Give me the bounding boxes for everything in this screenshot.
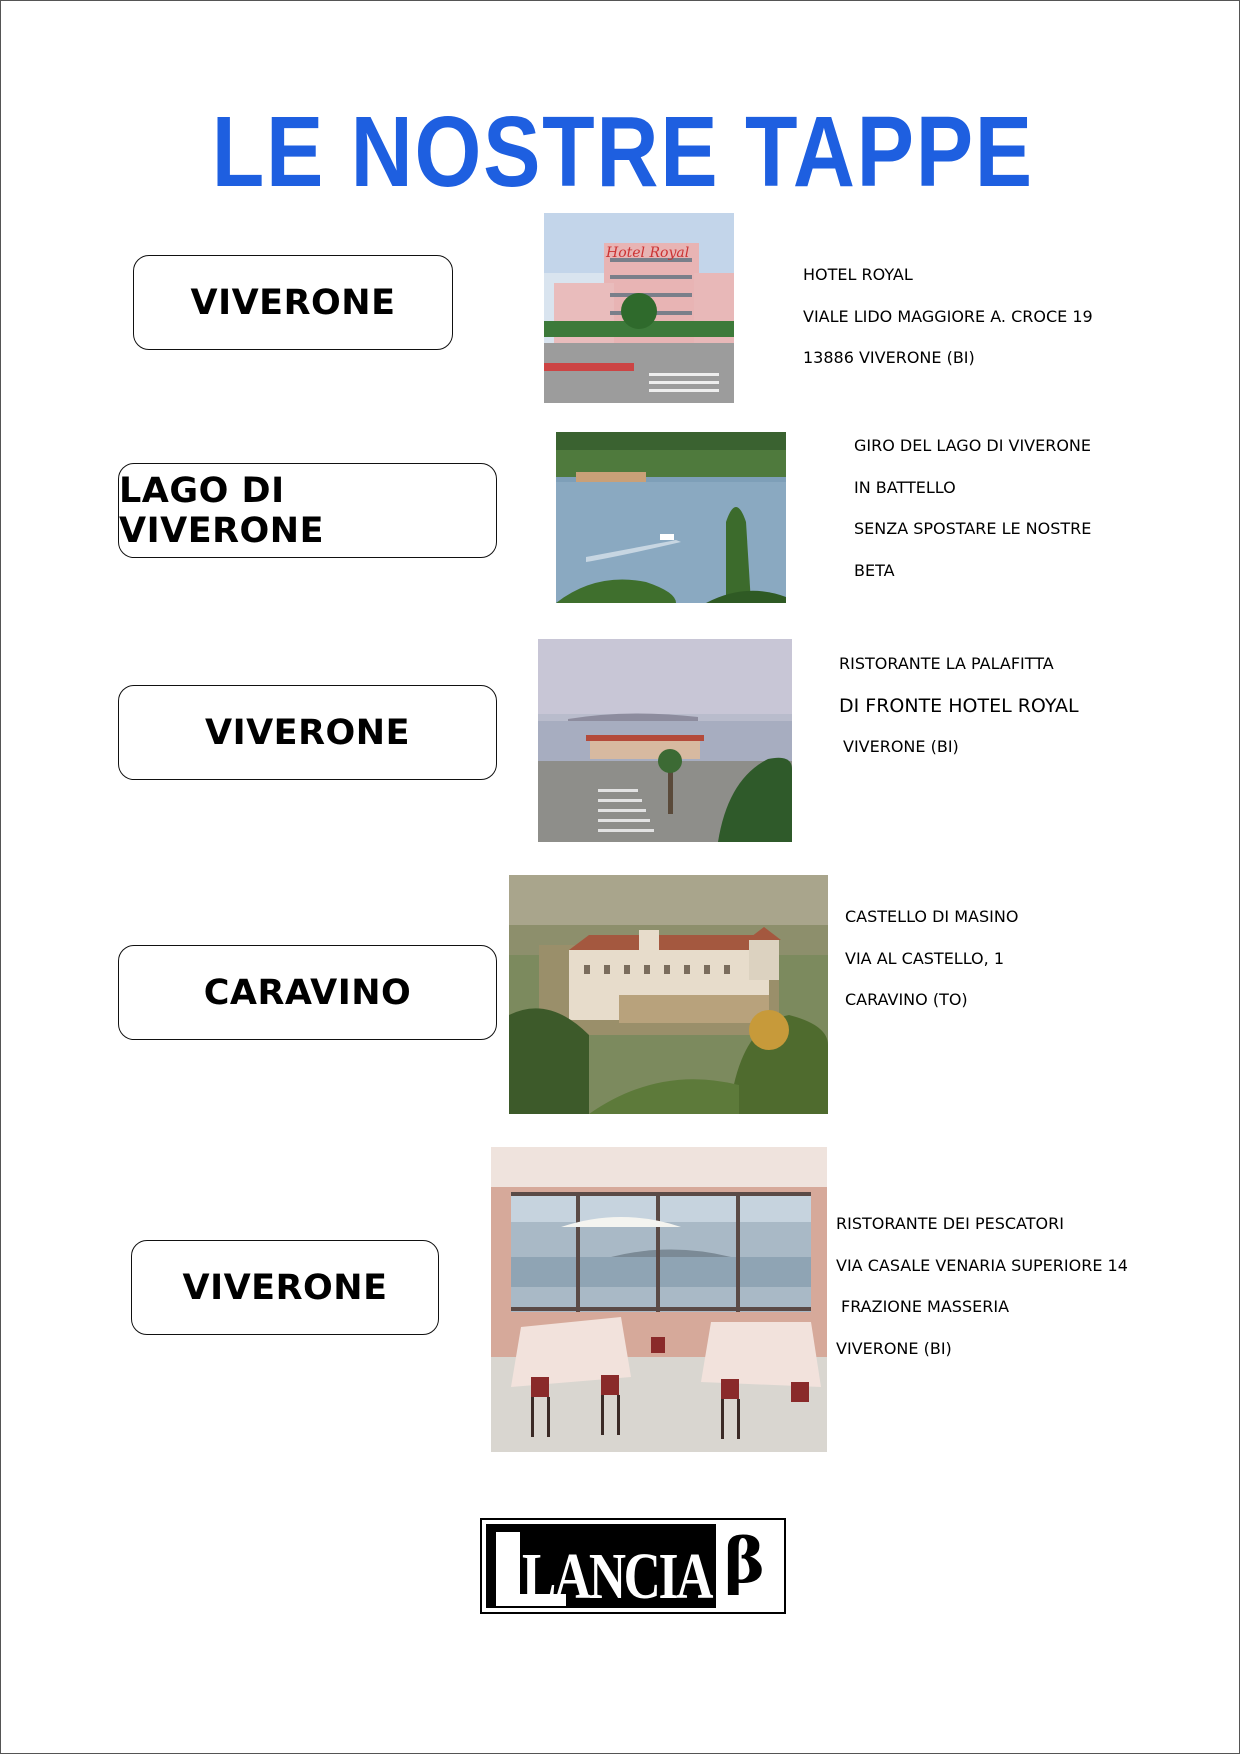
stop-1-label: VIVERONE bbox=[133, 255, 453, 350]
info-line: HOTEL ROYAL bbox=[803, 265, 913, 284]
info-line: CASTELLO DI MASINO bbox=[845, 907, 1019, 926]
info-line: VIA CASALE VENARIA SUPERIORE 14 bbox=[836, 1255, 1128, 1275]
stop-5-info bbox=[836, 1214, 1128, 1380]
lake-boat-photo bbox=[556, 432, 786, 603]
lancia-beta-logo bbox=[480, 1518, 786, 1614]
stop-2-info bbox=[854, 436, 1091, 602]
info-line: VIVERONE (BI) bbox=[836, 1338, 952, 1358]
stop-4-label: CARAVINO bbox=[118, 945, 497, 1040]
info-line: CARAVINO (TO) bbox=[845, 990, 968, 1009]
castello-masino-photo bbox=[509, 875, 828, 1114]
stop-5-label: VIVERONE bbox=[131, 1240, 439, 1335]
stop-4-info bbox=[845, 907, 1018, 1032]
info-line: SENZA SPOSTARE LE NOSTRE bbox=[854, 519, 1092, 538]
hotel-royal-photo bbox=[544, 213, 734, 403]
lancia-wordmark bbox=[486, 1524, 716, 1613]
pescatori-dining-room-photo bbox=[491, 1147, 827, 1452]
lancia-logo-text: LANCIA bbox=[522, 1540, 712, 1613]
beta-symbol: β bbox=[724, 1524, 766, 1597]
page-title: LE NOSTRE TAPPE bbox=[211, 96, 1034, 208]
info-line: FRAZIONE MASSERIA bbox=[841, 1297, 1010, 1316]
stop-1-info bbox=[803, 265, 1093, 390]
info-line: DI FRONTE HOTEL ROYAL bbox=[839, 694, 1079, 717]
info-line: BETA bbox=[854, 560, 895, 580]
info-line: GIRO DEL LAGO DI VIVERONE bbox=[854, 436, 1091, 455]
info-line: RISTORANTE LA PALAFITTA bbox=[839, 654, 1054, 673]
info-line: 13886 VIVERONE (BI) bbox=[803, 348, 975, 367]
palafitta-restaurant-photo bbox=[538, 639, 792, 842]
stop-3-label: VIVERONE bbox=[118, 685, 497, 780]
info-line: VIA AL CASTELLO, 1 bbox=[845, 948, 1004, 968]
stop-2-label: LAGO DI VIVERONE bbox=[118, 463, 497, 558]
hotel-sign-text: Hotel Royal bbox=[606, 245, 690, 261]
info-line: VIALE LIDO MAGGIORE A. CROCE 19 bbox=[803, 306, 1093, 326]
stop-3-info bbox=[839, 654, 1079, 779]
info-line: VIVERONE (BI) bbox=[843, 737, 959, 756]
info-line: RISTORANTE DEI PESCATORI bbox=[836, 1214, 1064, 1233]
info-line: IN BATTELLO bbox=[854, 477, 956, 497]
